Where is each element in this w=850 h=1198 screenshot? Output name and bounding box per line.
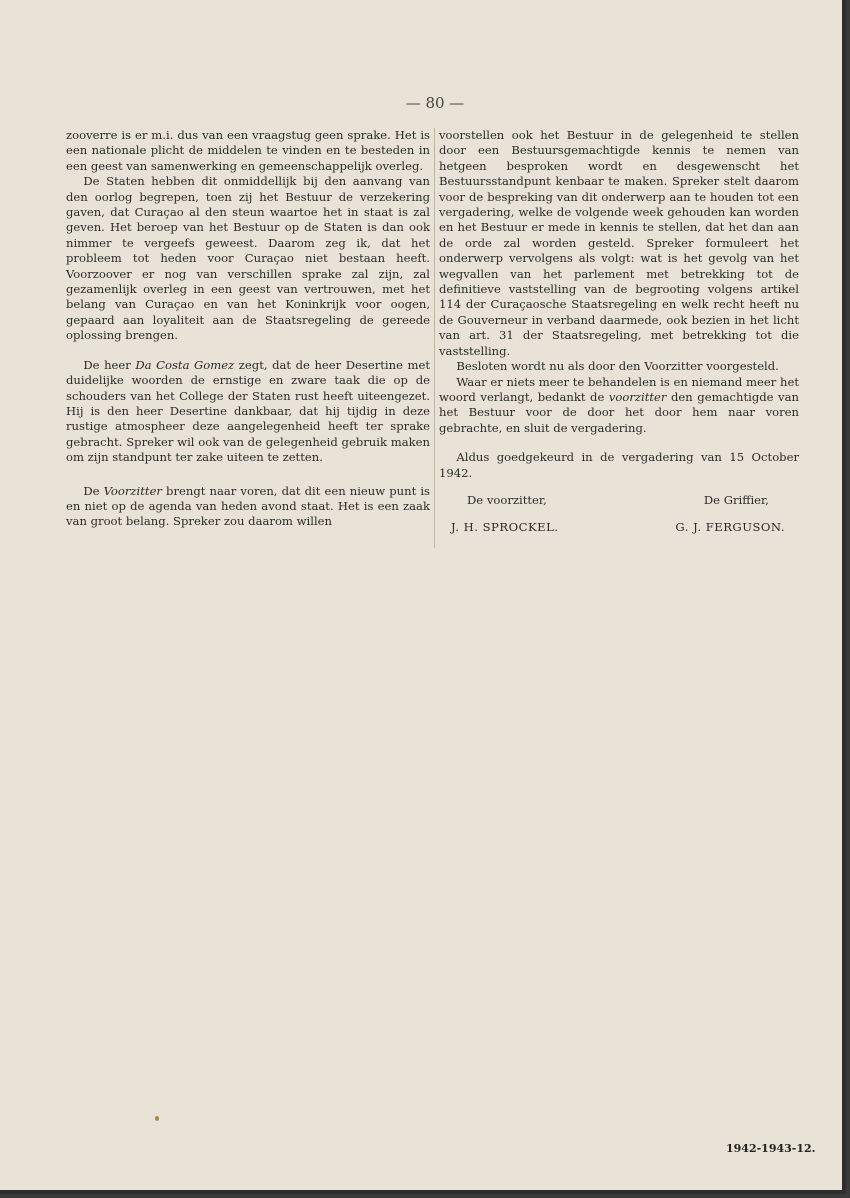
speaker-name-voorzitter-lower: voorzitter	[608, 389, 667, 404]
right-p3-lead: Waar er niets meer te behandelen is en niemand meer het woord verlangt, bedankt de	[439, 374, 799, 404]
right-paragraph-3	[439, 375, 799, 437]
paper-speck	[155, 1116, 159, 1121]
speaker-name-da-costa-gomez: Da Costa Gomez	[135, 357, 235, 372]
clerk-title: De Griffier,	[703, 492, 769, 507]
left-paragraph-3	[66, 358, 430, 466]
approval-statement: Aldus goedgekeurd in de vergadering van 15 October 1942.	[439, 450, 799, 480]
chairman-name: J. H. SPROCKEL.	[451, 520, 559, 535]
column-divider	[434, 128, 435, 548]
signature-names	[439, 520, 799, 535]
signature-titles	[439, 493, 799, 508]
left-paragraph-1: zooverre is er m.i. dus van een vraagstug geen sprake. Het is een nationale plicht de middelen te vinden en te besteden in een geest van samenwerking en gemeenschappelijk overleg.	[66, 128, 430, 173]
left-paragraph-2: De Staten hebben dit onmiddellijk bij den aanvang van den oorlog begrepen, toen zij het Bestuur de verzekering gaven, dat Curaçao al den steun waartoe het in staat is zal geven. Het beroep van het Bestuur op de Staten is dan ook nimmer te vergeefs geweest. Daarom zeg ik, dat het probleem tot heden voor Curaçao niet bestaan heeft. Voorzoover er nog van verschillen sprake zal zijn, zal gezamenlijk overleg in een geest van vertrouwen, met het belang van Curaçao en van het Koninkrijk voor oogen, gepaard aan loyaliteit aan de Staatsregeling de gereede oplossing brengen.	[66, 174, 430, 343]
left-paragraph-4	[66, 484, 430, 530]
left-p3-rest: zegt, dat de heer Desertine met duidelijke woorden de ernstige en zware taak die op de schouders van het College der Staten rust heeft uiteengezet. Hij is den heer Desertine dankbaar, dat hij tijdig in deze rustige atmospheer deze aangelegenheid heeft ter sprake gebracht. Spreker wil ook van de gelegenheid gebruik maken om zijn standpunt ter zake uiteen te zetten.	[66, 357, 431, 465]
speaker-name-voorzitter: Voorzitter	[103, 483, 162, 498]
right-paragraph-1: voorstellen ook het Bestuur in de gelegenheid te stellen door een Bestuursgemachtigde kennis te nemen van hetgeen besproken wordt en desgewenscht het Bestuursstandpunt kenbaar te maken. Spreker stelt daarom voor de bespreking van dit onderwerp aan te houden tot een vergadering, welke de volgende week gehouden kan worden en het Bestuur er mede in kennis te stellen, dat het dan aan de orde zal worden gesteld. Spreker formuleert het onderwerp vervolgens als volgt: wat is het gevolg van het wegvallen van het parlement met betrekking tot de definitieve vaststelling van de begrooting volgens artikel 114 der Curaçaosche Staatsregeling en welk recht heeft nu de Gouverneur in verband daarmede, ook bezien in het licht van art. 31 der Staatsregeling, met betrekking tot die vaststelling.	[439, 128, 799, 358]
right-paragraph-2: Besloten wordt nu als door den Voorzitter voorgesteld.	[456, 359, 779, 374]
clerk-name: G. J. FERGUSON.	[675, 520, 785, 535]
page-number: — 80 —	[405, 94, 465, 112]
left-p4-rest: brengt naar voren, dat dit een nieuw punt is en niet op de agenda van heden avond staat. Het is een zaak van groot belang. Spreker zou daarom willen	[66, 483, 430, 529]
left-p4-lead: De	[83, 483, 104, 498]
footer-document-code: 1942-1943-12.	[726, 1142, 816, 1155]
right-p3-rest: den gemachtigde van het Bestuur voor de door het door hem naar voren gebrachte, en sluit de vergadering.	[439, 389, 799, 435]
chairman-title: De voorzitter,	[467, 492, 547, 507]
left-column	[66, 128, 430, 530]
right-column	[439, 128, 799, 536]
left-p3-lead: De heer	[83, 357, 136, 372]
